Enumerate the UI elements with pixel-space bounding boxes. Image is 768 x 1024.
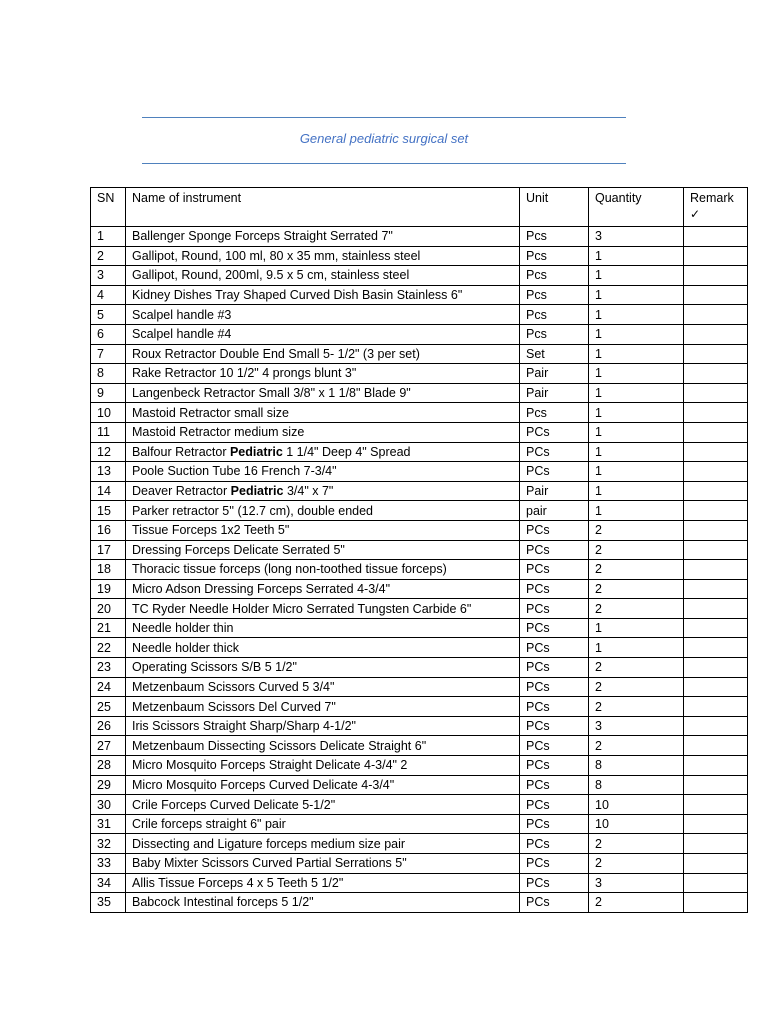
cell-unit: PCs (520, 697, 589, 717)
cell-name: Scalpel handle #3 (126, 305, 520, 325)
table-row (91, 579, 748, 599)
cell-unit: PCs (520, 854, 589, 874)
cell-remark (684, 227, 748, 247)
table-row (91, 364, 748, 384)
cell-quantity: 1 (589, 383, 684, 403)
cell-remark (684, 520, 748, 540)
cell-quantity: 1 (589, 422, 684, 442)
cell-unit: PCs (520, 677, 589, 697)
cell-quantity: 1 (589, 266, 684, 286)
cell-sn: 17 (91, 540, 126, 560)
cell-remark (684, 324, 748, 344)
cell-unit: PCs (520, 814, 589, 834)
cell-sn: 34 (91, 873, 126, 893)
cell-unit: Pcs (520, 266, 589, 286)
cell-unit: PCs (520, 756, 589, 776)
table-row (91, 266, 748, 286)
cell-sn: 3 (91, 266, 126, 286)
cell-quantity: 1 (589, 364, 684, 384)
table-row (91, 540, 748, 560)
cell-sn: 6 (91, 324, 126, 344)
cell-sn: 21 (91, 618, 126, 638)
title-rule-bottom (142, 163, 626, 164)
cell-quantity: 2 (589, 579, 684, 599)
cell-remark (684, 873, 748, 893)
cell-unit: Pcs (520, 403, 589, 423)
cell-sn: 27 (91, 736, 126, 756)
cell-sn: 28 (91, 756, 126, 776)
cell-quantity: 2 (589, 599, 684, 619)
cell-name: Rake Retractor 10 1/2" 4 prongs blunt 3" (126, 364, 520, 384)
cell-remark (684, 716, 748, 736)
cell-quantity: 2 (589, 520, 684, 540)
cell-quantity: 10 (589, 814, 684, 834)
table-row (91, 403, 748, 423)
table-row (91, 775, 748, 795)
cell-unit: PCs (520, 638, 589, 658)
cell-sn: 29 (91, 775, 126, 795)
cell-quantity: 3 (589, 873, 684, 893)
cell-name: Metzenbaum Scissors Curved 5 3/4" (126, 677, 520, 697)
cell-name: Micro Mosquito Forceps Curved Delicate 4-3/4" (126, 775, 520, 795)
table-row (91, 834, 748, 854)
cell-unit: PCs (520, 736, 589, 756)
table-row (91, 383, 748, 403)
cell-name: Mastoid Retractor small size (126, 403, 520, 423)
cell-name: Dissecting and Ligature forceps medium size pair (126, 834, 520, 854)
cell-quantity: 1 (589, 403, 684, 423)
cell-name: Babcock Intestinal forceps 5 1/2" (126, 893, 520, 913)
cell-sn: 13 (91, 462, 126, 482)
cell-name (126, 442, 520, 462)
cell-unit: PCs (520, 618, 589, 638)
cell-unit: Pair (520, 364, 589, 384)
cell-quantity: 1 (589, 481, 684, 501)
cell-quantity: 3 (589, 227, 684, 247)
cell-sn: 14 (91, 481, 126, 501)
cell-sn: 9 (91, 383, 126, 403)
table-row (91, 854, 748, 874)
cell-sn: 7 (91, 344, 126, 364)
cell-name: Metzenbaum Scissors Del Curved 7" (126, 697, 520, 717)
title-rule-top (142, 117, 626, 118)
cell-sn: 33 (91, 854, 126, 874)
cell-name: Tissue Forceps 1x2 Teeth 5" (126, 520, 520, 540)
cell-name: Dressing Forceps Delicate Serrated 5" (126, 540, 520, 560)
table-row (91, 560, 748, 580)
cell-remark (684, 775, 748, 795)
cell-quantity: 1 (589, 442, 684, 462)
cell-quantity: 1 (589, 638, 684, 658)
table-row (91, 795, 748, 815)
cell-remark (684, 442, 748, 462)
cell-name (126, 481, 520, 501)
cell-sn: 19 (91, 579, 126, 599)
cell-sn: 20 (91, 599, 126, 619)
cell-sn: 32 (91, 834, 126, 854)
cell-sn: 35 (91, 893, 126, 913)
header-quantity: Quantity (589, 188, 684, 227)
cell-name: Langenbeck Retractor Small 3/8" x 1 1/8" Blade 9" (126, 383, 520, 403)
cell-sn: 23 (91, 658, 126, 678)
cell-name: Gallipot, Round, 200ml, 9.5 x 5 cm, stainless steel (126, 266, 520, 286)
cell-sn: 10 (91, 403, 126, 423)
cell-name-text: 3/4" x 7" (283, 484, 334, 499)
header-sn: SN (91, 188, 126, 227)
cell-name-emphasis: Pediatric (229, 444, 283, 459)
cell-quantity: 2 (589, 893, 684, 913)
cell-quantity: 1 (589, 501, 684, 521)
cell-remark (684, 893, 748, 913)
cell-unit: PCs (520, 658, 589, 678)
cell-name-text: Deaver Retractor (132, 484, 231, 499)
cell-remark (684, 697, 748, 717)
cell-sn: 4 (91, 285, 126, 305)
cell-name: Parker retractor 5'' (12.7 cm), double ended (126, 501, 520, 521)
table-row (91, 305, 748, 325)
cell-name: Operating Scissors S/B 5 1/2" (126, 658, 520, 678)
cell-unit: Pair (520, 383, 589, 403)
cell-unit: PCs (520, 873, 589, 893)
cell-unit: PCs (520, 422, 589, 442)
cell-unit: Pcs (520, 324, 589, 344)
table-row (91, 462, 748, 482)
cell-remark (684, 501, 748, 521)
cell-remark (684, 266, 748, 286)
cell-remark (684, 285, 748, 305)
cell-sn: 8 (91, 364, 126, 384)
cell-remark (684, 677, 748, 697)
table-row (91, 422, 748, 442)
cell-unit: PCs (520, 834, 589, 854)
table-row (91, 442, 748, 462)
cell-name: Metzenbaum Dissecting Scissors Delicate Straight 6" (126, 736, 520, 756)
cell-quantity: 1 (589, 246, 684, 266)
cell-remark (684, 305, 748, 325)
cell-unit: Pair (520, 481, 589, 501)
cell-remark (684, 658, 748, 678)
cell-sn: 12 (91, 442, 126, 462)
cell-remark (684, 736, 748, 756)
cell-name: Gallipot, Round, 100 ml, 80 x 35 mm, stainless steel (126, 246, 520, 266)
header-remark (684, 188, 748, 227)
cell-sn: 18 (91, 560, 126, 580)
cell-remark (684, 403, 748, 423)
cell-name-text: 1 1/4" Deep 4" Spread (282, 444, 411, 459)
document-title: General pediatric surgical set (299, 131, 469, 146)
cell-quantity: 1 (589, 344, 684, 364)
cell-remark (684, 618, 748, 638)
cell-name: Baby Mixter Scissors Curved Partial Serrations 5" (126, 854, 520, 874)
cell-unit: PCs (520, 462, 589, 482)
table-row (91, 618, 748, 638)
cell-name: Needle holder thin (126, 618, 520, 638)
cell-unit: PCs (520, 775, 589, 795)
table-row (91, 814, 748, 834)
cell-remark (684, 560, 748, 580)
cell-quantity: 1 (589, 462, 684, 482)
cell-quantity: 8 (589, 756, 684, 776)
cell-name: Iris Scissors Straight Sharp/Sharp 4-1/2" (126, 716, 520, 736)
cell-remark (684, 854, 748, 874)
cell-sn: 22 (91, 638, 126, 658)
cell-remark (684, 481, 748, 501)
cell-remark (684, 540, 748, 560)
table-row (91, 638, 748, 658)
table-row (91, 227, 748, 247)
table-row (91, 481, 748, 501)
cell-quantity: 2 (589, 854, 684, 874)
cell-sn: 31 (91, 814, 126, 834)
cell-sn: 26 (91, 716, 126, 736)
table-row (91, 677, 748, 697)
cell-remark (684, 383, 748, 403)
cell-remark (684, 364, 748, 384)
cell-name: Poole Suction Tube 16 French 7-3/4" (126, 462, 520, 482)
cell-quantity: 2 (589, 560, 684, 580)
cell-name: Crile Forceps Curved Delicate 5-1/2" (126, 795, 520, 815)
cell-remark (684, 638, 748, 658)
table-row (91, 893, 748, 913)
cell-quantity: 2 (589, 834, 684, 854)
table-body (91, 227, 748, 913)
cell-name: Crile forceps straight 6" pair (126, 814, 520, 834)
cell-quantity: 3 (589, 716, 684, 736)
header-name: Name of instrument (126, 188, 520, 227)
cell-unit: PCs (520, 579, 589, 599)
table-row (91, 873, 748, 893)
cell-sn: 16 (91, 520, 126, 540)
cell-remark (684, 599, 748, 619)
cell-name: Ballenger Sponge Forceps Straight Serrated 7" (126, 227, 520, 247)
cell-unit: PCs (520, 716, 589, 736)
cell-quantity: 1 (589, 305, 684, 325)
cell-name: TC Ryder Needle Holder Micro Serrated Tungsten Carbide 6" (126, 599, 520, 619)
table-row (91, 658, 748, 678)
header-remark-label: Remark (690, 191, 734, 205)
cell-unit: PCs (520, 442, 589, 462)
cell-name: Mastoid Retractor medium size (126, 422, 520, 442)
cell-sn: 11 (91, 422, 126, 442)
cell-name: Kidney Dishes Tray Shaped Curved Dish Basin Stainless 6" (126, 285, 520, 305)
cell-name: Allis Tissue Forceps 4 x 5 Teeth 5 1/2" (126, 873, 520, 893)
table-row (91, 324, 748, 344)
cell-sn: 1 (91, 227, 126, 247)
cell-unit: Pcs (520, 305, 589, 325)
cell-unit: PCs (520, 795, 589, 815)
cell-quantity: 1 (589, 285, 684, 305)
cell-name: Micro Adson Dressing Forceps Serrated 4-3/4" (126, 579, 520, 599)
cell-quantity: 10 (589, 795, 684, 815)
cell-remark (684, 756, 748, 776)
cell-name: Scalpel handle #4 (126, 324, 520, 344)
cell-sn: 30 (91, 795, 126, 815)
table-row (91, 716, 748, 736)
cell-unit: Set (520, 344, 589, 364)
cell-remark (684, 344, 748, 364)
cell-remark (684, 422, 748, 442)
table-row (91, 697, 748, 717)
cell-quantity: 1 (589, 618, 684, 638)
table-row (91, 285, 748, 305)
cell-name-emphasis: Pediatric (230, 484, 284, 499)
cell-name: Roux Retractor Double End Small 5- 1/2" (3 per set) (126, 344, 520, 364)
cell-sn: 2 (91, 246, 126, 266)
cell-unit: pair (520, 501, 589, 521)
header-unit: Unit (520, 188, 589, 227)
table-row (91, 501, 748, 521)
checkmark-icon: ✓ (690, 207, 701, 221)
table-header-row (91, 188, 748, 227)
cell-remark (684, 795, 748, 815)
cell-sn: 15 (91, 501, 126, 521)
cell-name: Micro Mosquito Forceps Straight Delicate 4-3/4" 2 (126, 756, 520, 776)
cell-unit: Pcs (520, 285, 589, 305)
table-row (91, 756, 748, 776)
cell-unit: PCs (520, 540, 589, 560)
cell-quantity: 2 (589, 677, 684, 697)
cell-remark (684, 579, 748, 599)
table-row (91, 246, 748, 266)
cell-sn: 24 (91, 677, 126, 697)
cell-remark (684, 462, 748, 482)
cell-remark (684, 814, 748, 834)
table-row (91, 520, 748, 540)
cell-name-text: Balfour Retractor (132, 444, 230, 459)
cell-quantity: 8 (589, 775, 684, 795)
cell-unit: PCs (520, 599, 589, 619)
table-row (91, 599, 748, 619)
cell-quantity: 2 (589, 736, 684, 756)
instrument-table (90, 187, 748, 913)
cell-unit: PCs (520, 560, 589, 580)
cell-name: Needle holder thick (126, 638, 520, 658)
cell-name: Thoracic tissue forceps (long non-toothed tissue forceps) (126, 560, 520, 580)
cell-unit: PCs (520, 893, 589, 913)
cell-quantity: 1 (589, 324, 684, 344)
cell-unit: PCs (520, 520, 589, 540)
table-row (91, 344, 748, 364)
cell-unit: Pcs (520, 227, 589, 247)
cell-quantity: 2 (589, 697, 684, 717)
cell-remark (684, 834, 748, 854)
cell-sn: 5 (91, 305, 126, 325)
cell-quantity: 2 (589, 540, 684, 560)
cell-unit: Pcs (520, 246, 589, 266)
cell-quantity: 2 (589, 658, 684, 678)
cell-sn: 25 (91, 697, 126, 717)
cell-remark (684, 246, 748, 266)
table-row (91, 736, 748, 756)
